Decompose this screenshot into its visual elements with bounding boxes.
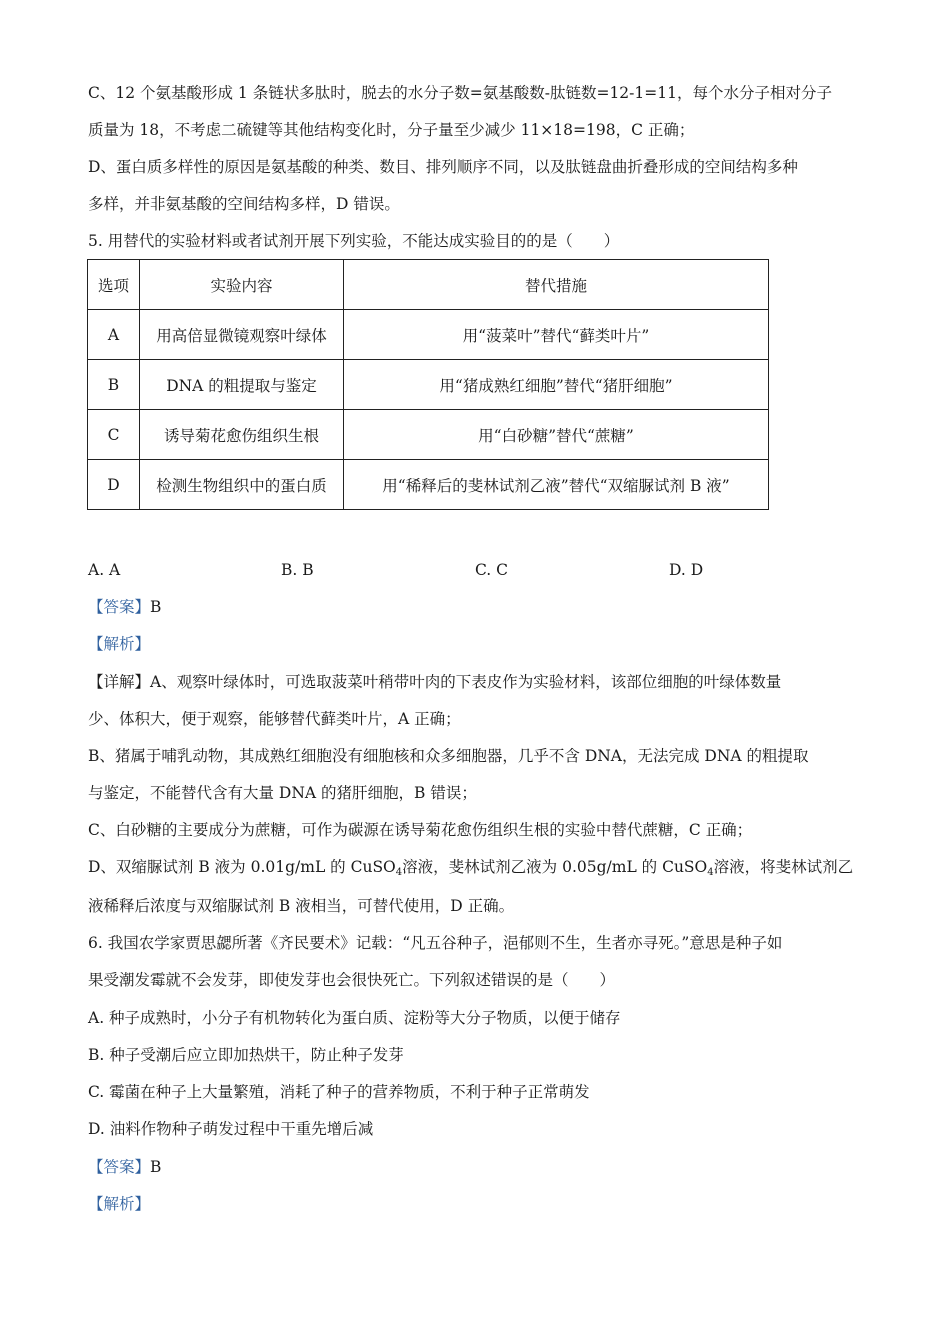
answer-value: B: [150, 1158, 162, 1176]
q5-detail-b-line-1: B、猪属于哺乳动物，其成熟红细胞没有细胞核和众多细胞器，几乎不含 DNA，无法完成 DNA 的粗提取: [88, 747, 809, 765]
table-header-cell: 替代措施: [344, 260, 769, 310]
table-cell: 检测生物组织中的蛋白质: [140, 460, 344, 510]
table-header-cell: 实验内容: [140, 260, 344, 310]
table-cell: 诱导菊花愈伤组织生根: [140, 410, 344, 460]
subscript: 4: [707, 867, 714, 878]
q5-option-d: D. D: [669, 561, 704, 579]
q5-analysis-tag: 【解析】: [88, 635, 151, 653]
table-cell: 用“白砂糖”替代“蔗糖”: [344, 410, 769, 460]
table-cell: B: [88, 360, 140, 410]
q5-answer-line: [88, 597, 161, 617]
detail-tag: 【详解】: [88, 673, 151, 691]
table-cell: 用“猪成熟红细胞”替代“猪肝细胞”: [344, 360, 769, 410]
q4-option-d-line-2: 多样，并非氨基酸的空间结构多样，D 错误。: [88, 195, 400, 213]
table-cell: 用“稀释后的斐林试剂乙液”替代“双缩脲试剂 B 液”: [344, 460, 769, 510]
subscript: 4: [395, 867, 403, 878]
q6-option-d: D. 油料作物种子萌发过程中干重先增后减: [88, 1120, 374, 1138]
table-row: [88, 410, 769, 460]
detail-text: A、观察叶绿体时，可选取菠菜叶稍带叶肉的下表皮作为实验材料，该部位细胞的叶绿体数量: [150, 673, 782, 691]
table-row: [88, 310, 769, 360]
q4-option-d-line-1: D、蛋白质多样性的原因是氨基酸的种类、数目、排列顺序不同，以及肽链盘曲折叠形成的空间结构多种: [88, 158, 798, 176]
q5-detail-d-line-1: [88, 857, 853, 877]
table-cell: 用“菠菜叶”替代“藓类叶片”: [344, 310, 769, 360]
q5-detail-d-line-2: 液稀释后浓度与双缩脲试剂 B 液相当，可替代使用，D 正确。: [88, 897, 515, 915]
table-header-row: [88, 260, 769, 310]
table-cell: 用高倍显微镜观察叶绿体: [140, 310, 344, 360]
q5-option-b: B. B: [281, 561, 314, 579]
q6-option-b: B. 种子受潮后应立即加热烘干，防止种子发芽: [88, 1046, 404, 1064]
q5-option-a: A. A: [88, 561, 121, 579]
q6-analysis-tag: 【解析】: [88, 1195, 151, 1213]
table-cell: DNA 的粗提取与鉴定: [140, 360, 344, 410]
table-row: [88, 460, 769, 510]
table-cell: D: [88, 460, 140, 510]
q5-option-c: C. C: [475, 561, 509, 579]
q6-answer-line: [88, 1157, 161, 1177]
q6-option-c: C. 霉菌在种子上大量繁殖，消耗了种子的营养物质，不利于种子正常萌发: [88, 1083, 590, 1101]
question-6-stem-line-1: 6. 我国农学家贾思勰所著《齐民要术》记载：“凡五谷种子，浥郁则不生，生者亦寻死。”意思是种子如: [88, 934, 783, 952]
table-row: [88, 360, 769, 410]
question-5-table: [87, 259, 769, 510]
q6-option-a: A. 种子成熟时，小分子有机物转化为蛋白质、淀粉等大分子物质，以便于储存: [88, 1009, 621, 1027]
q5-detail-a-line-2: 少、体积大，便于观察，能够替代藓类叶片，A 正确；: [88, 710, 461, 728]
table-cell: A: [88, 310, 140, 360]
detail-text: 溶液，斐林试剂乙液为 0.05g/mL 的 CuSO: [402, 858, 708, 876]
answer-tag: 【答案】: [88, 598, 151, 616]
detail-text: 溶液，将斐林试剂乙: [713, 858, 854, 876]
q4-option-c-line-2: 质量为 18，不考虑二硫键等其他结构变化时，分子量至少减少 11×18=198，C 正确；: [88, 121, 695, 139]
detail-text: D、双缩脲试剂 B 液为 0.01g/mL 的 CuSO: [88, 858, 396, 876]
answer-tag: 【答案】: [88, 1158, 151, 1176]
q5-detail-a-line-1: [88, 672, 781, 692]
table-header-cell: 选项: [88, 260, 140, 310]
answer-value: B: [150, 598, 162, 616]
q4-option-c-line-1: C、12 个氨基酸形成 1 条链状多肽时，脱去的水分子数=氨基酸数-肽链数=12-1=11，每个水分子相对分子: [88, 84, 832, 102]
table-cell: C: [88, 410, 140, 460]
question-5-stem: 5. 用替代的实验材料或者试剂开展下列实验，不能达成实验目的的是（ ）: [88, 232, 620, 250]
q5-detail-b-line-2: 与鉴定，不能替代含有大量 DNA 的猪肝细胞，B 错误；: [88, 784, 477, 802]
q5-detail-c-line: C、白砂糖的主要成分为蔗糖，可作为碳源在诱导菊花愈伤组织生根的实验中替代蔗糖，C 正确；: [88, 821, 753, 839]
question-6-stem-line-2: 果受潮发霉就不会发芽，即使发芽也会很快死亡。下列叙述错误的是（ ）: [88, 971, 616, 989]
